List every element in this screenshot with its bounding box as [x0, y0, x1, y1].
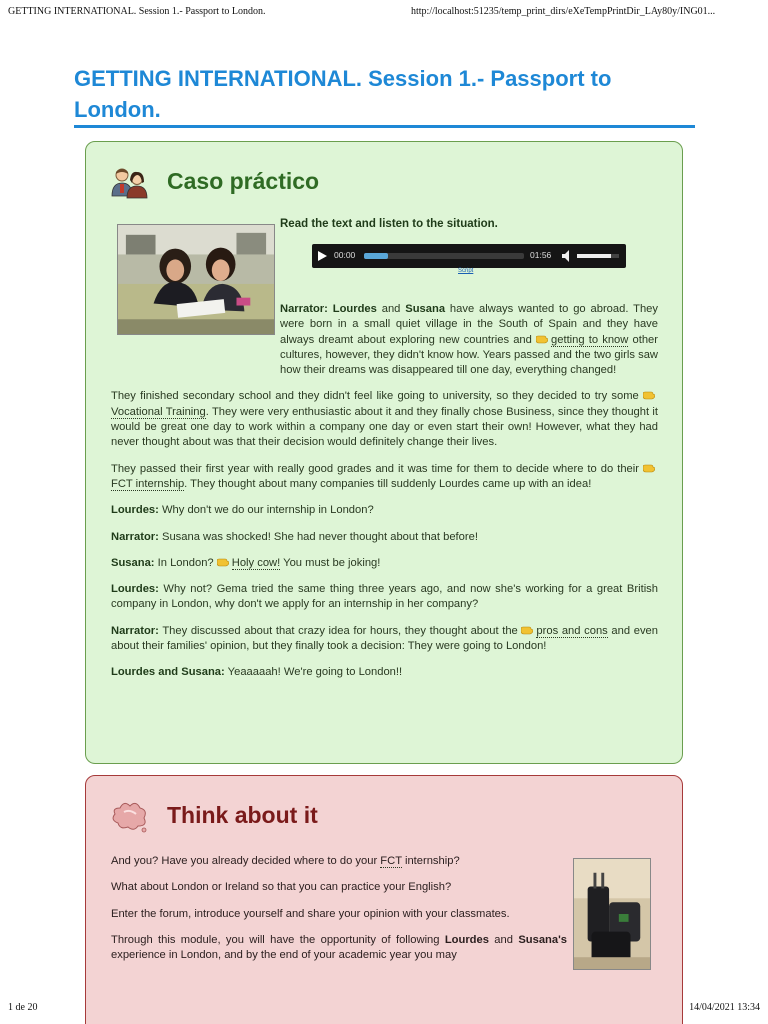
caso-practico-box [85, 141, 683, 764]
volume-icon[interactable] [562, 250, 572, 262]
caso-practico-heading: Caso práctico [167, 168, 320, 194]
audio-progress-fill [364, 253, 388, 259]
story-paragraph-4 [111, 503, 658, 518]
audio-seek-bar[interactable] [364, 253, 524, 259]
paragraph-text: They passed their first year with really good grades and it was time for them to decide where to do their [111, 462, 643, 475]
two-people-icon [110, 166, 150, 200]
speaker-label: Lourdes and Susana: [111, 666, 225, 679]
print-header [8, 6, 760, 22]
lourdes-name: Lourdes [332, 303, 377, 315]
paragraph-text: They finished secondary school and they didn't feel like going to university, so they decided to try some [111, 390, 643, 403]
paragraph-text: Susana was shocked! She had never thought about that before! [158, 530, 478, 543]
glossary-term-vocational-training[interactable]: Vocational Training [111, 405, 206, 418]
print-header-title: GETTING INTERNATIONAL. Session 1.- Passport to London. [8, 6, 266, 17]
susana-name: Susana's [518, 933, 567, 946]
story-paragraph-7 [111, 582, 658, 613]
hand-pointer-icon [643, 391, 655, 400]
speaker-label: Lourdes: [111, 504, 159, 517]
hand-pointer-icon [217, 558, 229, 567]
story-text [111, 302, 658, 692]
paragraph-text: They discussed about that crazy idea for hours, they thought about the [158, 624, 522, 637]
glossary-term-getting-to-know[interactable]: getting to know [551, 333, 629, 346]
think-about-it-heading: Think about it [167, 802, 318, 828]
think-text [111, 854, 567, 974]
read-instruction: Read the text and listen to the situation. [280, 218, 498, 230]
story-paragraph-6 [111, 556, 658, 571]
paragraph-text: Yeaaaaah! We're going to London!! [224, 666, 403, 679]
think-about-it-box [85, 775, 683, 1024]
glossary-term-holy-cow[interactable]: Holy cow! [231, 556, 281, 569]
story-paragraph-5 [111, 530, 658, 545]
connector-text: and [488, 933, 519, 946]
hand-pointer-icon [521, 626, 533, 635]
audio-current-time: 00:00 [334, 250, 356, 260]
paragraph-text: Why not? Gema tried the same thing three years ago, and now she's working for a great British company in London, why don't we apply for an internship in her company? [111, 583, 658, 611]
story-paragraph-3 [111, 462, 658, 493]
paragraph-text: In London? [154, 556, 217, 569]
paragraph-text: other cultures, however, they didn't know how. Years passed and the two girls saw how their dreams was disappeared till one day, everything changed! [280, 333, 658, 377]
page-title: GETTING INTERNATIONAL. Session 1.- Passport to London. [74, 66, 612, 122]
speaker-label: Lourdes: [111, 583, 159, 596]
think-paragraph-4 [111, 933, 567, 964]
lourdes-name: Lourdes [444, 933, 489, 946]
print-header-url: http://localhost:51235/temp_print_dirs/eXeTempPrintDir_LAy80y/ING01... [411, 6, 716, 17]
print-footer [8, 1002, 760, 1016]
audio-player[interactable] [312, 244, 626, 268]
think-paragraph-3: Enter the forum, introduce yourself and share your opinion with your classmates. [111, 907, 510, 920]
story-paragraph-8 [111, 624, 658, 655]
speaker-label: Susana: [111, 556, 155, 569]
story-paragraph-1 [111, 302, 658, 378]
play-icon[interactable] [318, 251, 327, 261]
story-paragraph-9 [111, 665, 658, 680]
paragraph-text: You must be joking! [280, 556, 381, 569]
title-divider [74, 125, 695, 128]
paragraph-text: experience in London, and by the end of your academic year you may [111, 949, 457, 962]
speaker-label: Narrator: [111, 624, 159, 637]
connector-text: and [376, 303, 406, 315]
thinking-splash-icon [110, 800, 150, 834]
volume-level-fill [577, 254, 611, 258]
luggage-photo [573, 858, 651, 970]
print-datetime: 14/04/2021 13:34 [689, 1002, 760, 1013]
glossary-term-pros-and-cons[interactable]: pros and cons [536, 624, 608, 637]
paragraph-text: have always wanted to go abroad. They were born in a small quiet village in the South of Spain and they have always dreamt about exploring new countries and [280, 303, 658, 346]
script-link[interactable]: Script [458, 268, 474, 274]
paragraph-text: and even about their families' opinion, but they finally took a decision: They were going to London! [111, 624, 659, 653]
narrator-label: Narrator: [280, 303, 328, 315]
paragraph-text: . They were very enthusiastic about it and they finally chose Business, since they thought it would be great one day to work within a company one day or even start their own! However, what they had never thought about was that their decision would definitely change their lives. [111, 405, 658, 449]
glossary-term-fct[interactable]: FCT [380, 855, 402, 867]
hand-pointer-icon [643, 464, 655, 473]
audio-duration: 01:56 [530, 250, 552, 260]
paragraph-text: . They thought about many companies till suddenly Lourdes came up with an idea! [184, 477, 592, 490]
paragraph-text: And you? Have you already decided where to do your [111, 855, 381, 867]
page-counter: 1 de 20 [8, 1002, 38, 1013]
paragraph-text: Through this module, you will have the opportunity of following [111, 933, 445, 946]
speaker-label: Narrator: [111, 530, 159, 543]
think-paragraph-1 [111, 854, 567, 869]
paragraph-text: internship? [401, 855, 460, 867]
think-paragraph-2: What about London or Ireland so that you can practice your English? [111, 881, 452, 894]
susana-name: Susana [405, 303, 446, 315]
volume-slider[interactable] [577, 254, 619, 258]
glossary-term-fct-internship[interactable]: FCT internship [111, 477, 185, 490]
paragraph-text: Why don't we do our internship in London? [158, 504, 374, 517]
story-paragraph-2 [111, 389, 658, 450]
hand-pointer-icon [536, 335, 548, 344]
